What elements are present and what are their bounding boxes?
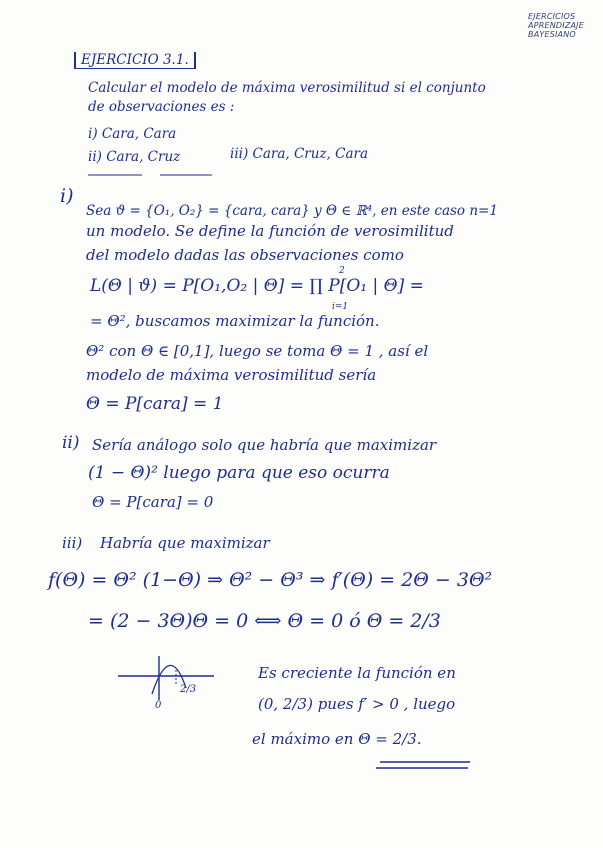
case-i: i) Cara, Cara: [88, 126, 177, 142]
header-line-2: APRENDIZAJE: [528, 21, 584, 30]
likelihood-formula: L(Θ | ϑ) = P[O₁,O₂ | Θ] = ∏ P[O₁ | Θ] =: [90, 276, 424, 296]
header-line-3: BAYESIANO: [528, 30, 576, 39]
product-lower-limit: i=1: [332, 302, 349, 312]
part-i-label: i): [60, 185, 74, 207]
product-upper-limit: 2: [339, 266, 345, 276]
part-iii-line-3: = (2 − 3Θ)Θ = 0 ⟺ Θ = 0 ó Θ = 2/3: [88, 610, 441, 632]
part-ii-label: ii): [62, 433, 80, 453]
part-i-line-6: Θ² con Θ ∈ [0,1], luego se toma Θ = 1 , así el: [86, 342, 429, 360]
case-iii: iii) Cara, Cruz, Cara: [230, 146, 369, 162]
part-i-result: Θ = P[cara] = 1: [86, 394, 224, 414]
case-ii: ii) Cara, Cruz: [88, 149, 181, 165]
part-i-line-2: un modelo. Se define la función de verosimilitud: [86, 222, 454, 240]
statement-line-1: Calcular el modelo de máxima verosimilitud si el conjunto: [88, 80, 486, 96]
part-ii-line-2: (1 − Θ)² luego para que eso ocurra: [88, 463, 390, 483]
part-ii-line-1: Sería análogo solo que habría que maximizar: [92, 436, 437, 454]
exercise-title: EJERCICIO 3.1.: [74, 52, 196, 69]
part-i-line-7: modelo de máxima verosimilitud sería: [86, 366, 377, 384]
part-iii-line-2: f(Θ) = Θ² (1−Θ) ⇒ Θ² − Θ³ ⇒ f′(Θ) = 2Θ − 3Θ²: [48, 569, 493, 591]
part-iii-note-3: el máximo en Θ = 2/3.: [252, 730, 422, 748]
part-iii-note-1: Es creciente la función en: [258, 664, 456, 682]
graph-origin-label: 0: [155, 700, 162, 711]
part-i-line-5: = Θ², buscamos maximizar la función.: [90, 312, 380, 330]
part-i-line-3: del modelo dadas las observaciones como: [86, 246, 404, 264]
part-iii-note-2: (0, 2/3) pues f′ > 0 , luego: [258, 695, 456, 713]
part-i-line-1: Sea ϑ = {O₁, O₂} = {cara, cara} y Θ ∈ ℝ⁴, en este caso n=1: [86, 203, 498, 219]
part-iii-line-1: Habría que maximizar: [100, 534, 270, 552]
header-line-1: EJERCICIOS: [528, 12, 576, 21]
graph-tick-label: 2/3: [180, 684, 197, 695]
statement-line-2: de observaciones es :: [88, 99, 235, 115]
part-iii-label: iii): [62, 534, 83, 552]
part-ii-result: Θ = P[cara] = 0: [92, 493, 214, 511]
